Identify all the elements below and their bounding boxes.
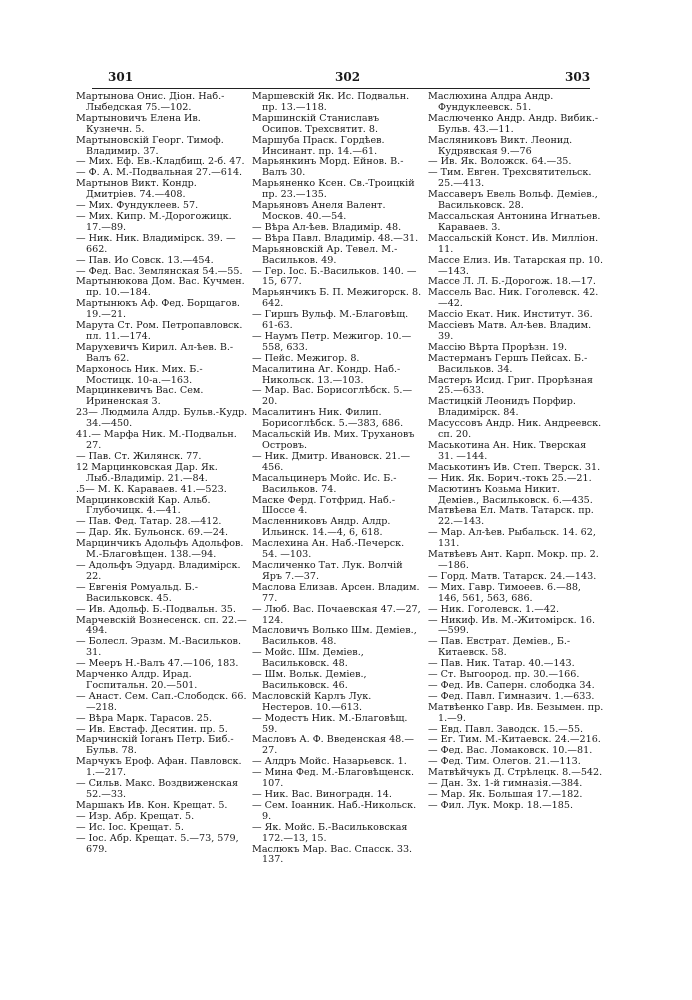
directory-entry: — Наумъ Петр. Межигор. 10.—558, 633. <box>252 330 412 353</box>
directory-entry: — Никиф. Ив. М.-Житомірск. 16.—599. <box>428 614 596 637</box>
directory-entry: — Анаст. Сем. Сап.-Слободск. 66.—218. <box>76 690 247 713</box>
directory-entry: Маськотинъ Ив. Степ. Тверск. 31. <box>428 461 601 473</box>
directory-entry: — Пав. Ио Совск. 13.—454. <box>76 254 214 266</box>
directory-entry: Матвѣевъ Ант. Карп. Мокр. пр. 2.—186. <box>428 549 599 571</box>
directory-entry: Мастеръ Исид. Григ. Прорѣзная 25.—633. <box>428 374 593 397</box>
directory-entry: — Вѣра Марк. Тарасов. 25. <box>76 712 213 724</box>
header-rule <box>92 88 590 89</box>
directory-entry: Масленниковъ Андр. Алдр. Ильинск. 14.—4, 6, 618. <box>252 516 391 539</box>
directory-entry: — Алдръ Мойс. Назарьевск. 1. <box>252 756 407 768</box>
directory-entry: — Ег. Тим. М.-Китаевск. 24.—216. <box>428 734 601 746</box>
directory-entry: — Гер. Іос. Б.-Васильков. 140. —15, 677. <box>252 265 417 288</box>
directory-entry: — Фед. Вас. Землянская 54.—55. <box>76 265 243 277</box>
directory-entry: — Пав. Евстрат. Деміев., Б.-Китаевск. 58. <box>428 636 571 659</box>
directory-column-3 <box>428 92 604 972</box>
directory-entry: Мастерманъ Гершъ Пейсах. Б.-Васильков. 34. <box>428 352 588 375</box>
directory-entry: 41.— Марфа Ник. М.-Подвальн. 27. <box>76 429 237 451</box>
directory-entry: Мартыновскій Георг. Тимоф. Владимир. 37. <box>76 134 224 157</box>
directory-entry: Мартынюкова Дом. Вас. Кучмен. пр. 10.—184. <box>76 276 245 299</box>
directory-entry: — Модестъ Ник. М.-Благовѣщ. 59. <box>252 712 408 735</box>
directory-entry: — Пав. Ст. Жилянск. 77. <box>76 450 202 462</box>
directory-entry: Маслюкъ Мар. Вас. Спасск. 33. 137. <box>252 843 413 866</box>
directory-entry: — Фед. Павл. Гимназич. 1.—633. <box>428 690 595 702</box>
directory-entry: — Мих. Кипр. М.-Дорогожицк. 17.—89. <box>76 210 232 233</box>
directory-entry: — Мар. Ал-ѣев. Рыбальск. 14. 62, 131. <box>428 527 596 550</box>
directory-entry: — Ст. Выгоород. пр. 30.—166. <box>428 669 580 681</box>
directory-entry: Марченко Алдр. Ирад. Госпитальн. 20.—501. <box>76 669 198 691</box>
directory-entry: — Фед. Тим. Олегов. 21.—113. <box>428 756 581 768</box>
directory-entry: Маслюхина Алдра Андр. Фундуклеевск. 51. <box>428 92 554 113</box>
directory-entry: Масалитинъ Ник. Филип. Борисоглѣбск. 5.—383, 686. <box>252 407 404 430</box>
directory-entry: — Ф. А. М.-Подвальная 27.—614. <box>76 167 243 179</box>
directory-entry: Масуссовъ Андр. Ник. Андреевск. сп. 20. <box>428 418 602 441</box>
directory-entry: — Шм. Вольк. Деміев., Васильковск. 46. <box>252 669 367 691</box>
directory-entry: — Мина Фед. М.-Благовѣщенск. 107. <box>252 767 415 790</box>
directory-entry: Марьяненко Ксен. Св.-Троицкій пр. 23.—135. <box>252 178 415 201</box>
directory-entry: Матвѣйчукъ Д. Стрѣлецк. 8.—542. <box>428 767 603 779</box>
directory-entry: Масютинъ Козьма Никит. Деміев., Васильковск. 6.—435. <box>428 483 593 506</box>
directory-entry: 23— Людмила Алдр. Бульв.-Кудр. 34.—450. <box>76 407 248 430</box>
directory-entry: — Ник. Вас. Виноградн. 14. <box>252 789 392 800</box>
directory-entry: Маслюченко Андр. Андр. Вибик.-Бульв. 43.—11. <box>428 112 599 135</box>
directory-entry: Масличенко Тат. Лук. Волчій Яръ 7.—37. <box>252 559 403 582</box>
directory-entry: — Фил. Лук. Мокр. 18.—185. <box>428 799 573 811</box>
directory-entry: Массе Елиз. Ив. Татарская пр. 10.—143. <box>428 254 604 277</box>
directory-entry: — Сильв. Макс. Воздвиженская 52.—33. <box>76 778 239 800</box>
directory-entry: — Мар. Як. Большая 17.—182. <box>428 789 583 800</box>
directory-entry: — Ив. Як. Воложск. 64.—35. <box>428 156 572 168</box>
directory-entry: Маршакъ Ив. Кон. Крещат. 5. <box>76 799 228 811</box>
directory-entry: Масляниковъ Викт. Леонид. Кудрявская 9.—76 <box>428 134 573 157</box>
directory-entry: — Тим. Евген. Трехсвятительск. 25.—413. <box>428 167 592 190</box>
directory-entry: Мартынов Викт. Кондр. Дмитріев. 74.—408. <box>76 178 197 201</box>
directory-entry: Марцинковскій Кар. Альб. Глубочицк. 4.—41. <box>76 494 211 517</box>
directory-entry: — Вѣра Ал-ѣев. Владимір. 48. <box>252 221 402 233</box>
directory-entry: — Ник. Як. Борич.-токъ 25.—21. <box>428 472 592 484</box>
directory-entry: Маслова Елизав. Арсен. Владим. 77. <box>252 581 420 604</box>
directory-entry: — Ив. Евстаф. Десятин. пр. 5. <box>76 723 228 735</box>
directory-entry: Маршинскій Станиславъ Осипов. Трехсвятит. 8. <box>252 112 380 135</box>
directory-entry: Масальскій Ив. Мих. Трухановъ Островъ. <box>252 429 415 451</box>
page-number-center: 302 <box>335 70 361 84</box>
directory-entry: — Болесл. Эразм. М.-Васильков. 31. <box>76 636 241 659</box>
directory-entry: Массіевъ Матв. Ал-ѣев. Владим. 39. <box>428 320 592 342</box>
directory-entry: Маршевскій Як. Ис. Подвальн. пр. 13.—118. <box>252 92 410 113</box>
directory-entry: Мархонось Ник. Мих. Б.-Мостицк. 10-а.—163. <box>76 363 203 386</box>
directory-entry: .5— М. К. Караваев. 41.—523. <box>76 483 227 495</box>
directory-entry: — Ив. Адольф. Б.-Подвальн. 35. <box>76 603 236 615</box>
directory-entry: — Изр. Абр. Крещат. 5. <box>76 810 195 822</box>
directory-entry: — Пейс. Межигор. 8. <box>252 352 360 364</box>
directory-entry: — Фед. Вас. Ломаковск. 10.—81. <box>428 745 593 757</box>
directory-entry: Марцинчикъ Адольфъ Адольфов. М.-Благовѣщен. 138.—94. <box>76 538 244 561</box>
directory-entry: Мартынюкъ Аф. Фед. Борщагов. 19.—21. <box>76 298 240 321</box>
directory-entry: Массе Л. Л. Б.-Дорогож. 18.—17. <box>428 276 596 288</box>
directory-entry: Мастицкій Леонидъ Порфир. Владимірск. 84. <box>428 396 576 419</box>
directory-entry: — Іос. Абр. Крещат. 5.—73, 579, 679. <box>76 832 239 855</box>
directory-entry: Маршуба Праск. Гордѣев. Инсинант. пр. 14.—61. <box>252 134 385 157</box>
directory-entry: Масловъ А. Ф. Введенская 48.—27. <box>252 734 414 757</box>
directory-entry: — Гиршъ Вульф. М.-Благовѣщ. 61-63. <box>252 309 409 332</box>
directory-entry: Марута Ст. Ром. Петропавловск. пл. 11.—174. <box>76 320 243 342</box>
directory-entry: — Мих. Гавр. Тимоеев. 6.—88, 146, 561, 563, 686. <box>428 581 581 604</box>
directory-entry: Марчевскій Вознесенск. сп. 22.—494. <box>76 614 247 637</box>
directory-entry: Матвѣенко Гавр. Ив. Безымен. пр. 1.—9. <box>428 701 604 724</box>
directory-entry: Мартынова Онис. Діон. Наб.-Лыбедская 75.—102. <box>76 92 225 113</box>
directory-entry: Марчукъ Ероф. Афан. Павловск. 1.—217. <box>76 756 242 779</box>
directory-column-1 <box>76 92 248 972</box>
directory-entry: — Евд. Павл. Заводск. 15.—55. <box>428 723 584 735</box>
directory-entry: — Дар. Як. Бульонск. 69.—24. <box>76 527 229 539</box>
directory-entry: — Мар. Вас. Борисоглѣбск. 5.—20. <box>252 385 413 408</box>
directory-entry: Массіо Екат. Ник. Институт. 36. <box>428 309 593 321</box>
directory-entry: Маслехина Ан. Наб.-Печерск. 54. —103. <box>252 538 405 561</box>
directory-entry: — Пав. Фед. Татар. 28.—412. <box>76 516 222 528</box>
directory-entry: — Пав. Ник. Татар. 40.—143. <box>428 658 575 670</box>
directory-entry: Масалитина Аг. Кондр. Наб.-Никольск. 13.—103. <box>252 363 401 386</box>
directory-entry: — Фед. Ив. Саперн. слободка 34. <box>428 679 595 691</box>
directory-entry: Марчинскій Іоганъ Петр. Биб.-Бульв. 78. <box>76 734 234 757</box>
directory-entry: Массальскій Конст. Ив. Милліон. 11. <box>428 232 599 255</box>
directory-entry: — Евгенія Ромуальд. Б.-Васильковск. 45. <box>76 581 199 604</box>
directory-entry: Матвѣева Ел. Матв. Татарск. пр. 22.—143. <box>428 505 594 528</box>
page-number-right: 303 <box>565 70 591 84</box>
directory-entry: Массальская Антонина Игнатьев. Караваев. 3. <box>428 210 601 233</box>
page-number-left: 301 <box>108 70 134 84</box>
directory-entry: — Люб. Вас. Почаевская 47.—27, 124. <box>252 603 421 626</box>
directory-entry: — Вѣра Павл. Владимір. 48.—31. <box>252 232 419 244</box>
directory-entry: Масальцинеръ Мойс. Ис. Б.-Васильков. 74. <box>252 472 397 495</box>
directory-entry: — Адольфъ Эдуард. Владимірск. 22. <box>76 559 241 582</box>
directory-entry: — Сем. Іоанник. Наб.-Никольск. 9. <box>252 799 417 822</box>
directory-entry: Массаверъ Евель Вольф. Деміев., Васильковск. 28. <box>428 189 598 212</box>
directory-entry: — Ник. Дмитр. Ивановск. 21.—456. <box>252 450 411 473</box>
directory-entry: Марцинкевичъ Вас. Сем. Ириненская 3. <box>76 385 204 408</box>
directory-entry: Маськотина Ан. Ник. Тверская 31. —144. <box>428 440 587 462</box>
directory-entry: Марухевичъ Кирил. Ал-ѣев. В.-Валъ 62. <box>76 341 234 364</box>
directory-entry: — Мих. Фундуклеев. 57. <box>76 200 199 212</box>
directory-entry: — Мих. Еф. Ев.-Кладбищ. 2-б. 47. <box>76 156 245 168</box>
directory-entry: Марьяновъ Анеля Валент. Москов. 40.—54. <box>252 200 386 222</box>
directory-entry: Массель Вас. Ник. Гоголевск. 42. —42. <box>428 287 599 310</box>
directory-entry: — Дан. Зх. 1-й гимназія.—384. <box>428 778 583 790</box>
directory-entry: — Ник. Гоголевск. 1.—42. <box>428 603 560 615</box>
directory-entry: Марьянкинъ Морд. Ейнов. В.-Валъ 30. <box>252 156 404 179</box>
directory-entry: — Ис. Іос. Крещат. 5. <box>76 821 184 833</box>
directory-entry: 12 Марцинковская Дар. Як. Лыб.-Владимір. 21.—84. <box>76 461 218 484</box>
directory-entry: Марьяновскій Ар. Тевел. М.-Васильков. 49. <box>252 243 398 266</box>
directory-entry: Масловичъ Волько Шм. Деміев., Васильков. 48. <box>252 625 417 648</box>
directory-entry: Масловскій Карлъ Лук. Нестеров. 10.—613. <box>252 690 372 713</box>
directory-entry: — Ник. Ник. Владимірск. 39. —662. <box>76 232 236 255</box>
directory-entry: — Як. Мойс. Б.-Васильковская 172.—13, 15. <box>252 821 408 844</box>
directory-entry: Марьянчикъ Б. П. Межигорск. 8. 642. <box>252 287 422 310</box>
directory-entry: — Мееръ Н.-Валъ 47.—106, 183. <box>76 658 239 670</box>
directory-entry: Массію Вѣрта Прорѣзн. 19. <box>428 341 568 353</box>
directory-entry: — Горд. Матв. Татарск. 24.—143. <box>428 570 597 582</box>
directory-entry: — Мойс. Шм. Деміев., Васильковск. 48. <box>252 647 364 670</box>
directory-entry: Маске Ферд. Готфрид. Наб.-Шоссе 4. <box>252 494 396 517</box>
directory-entry: Мартыновичъ Елена Ив. Кузнечн. 5. <box>76 112 201 135</box>
directory-column-2 <box>252 92 422 972</box>
